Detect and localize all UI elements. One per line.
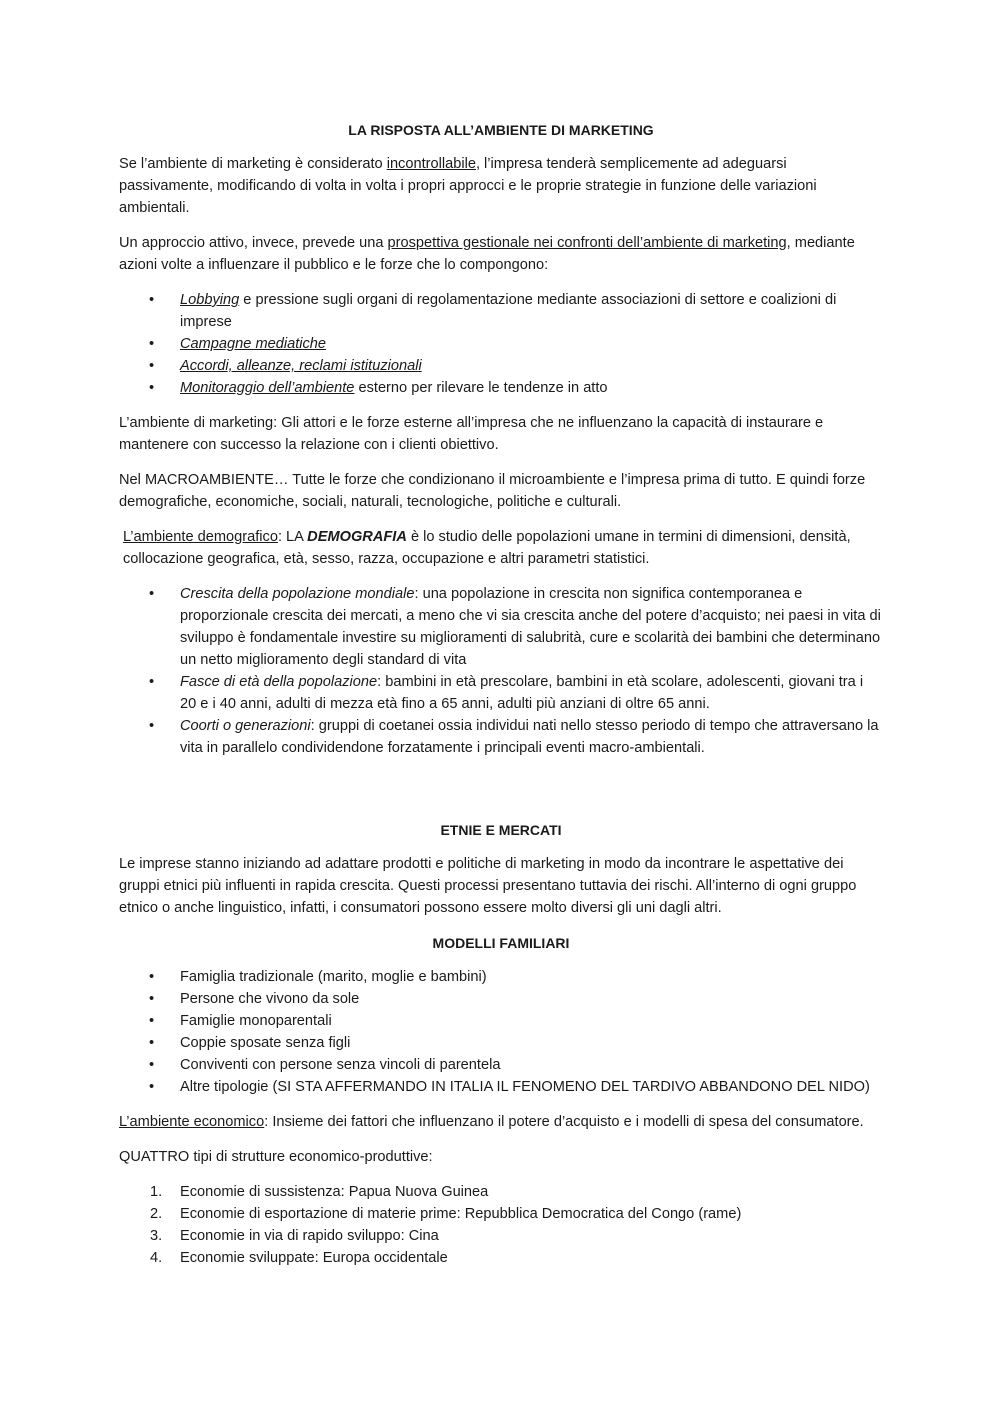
list-item — [119, 715, 883, 759]
text-run: Coppie sposate senza figli — [180, 1035, 351, 1051]
bullet-icon: • — [149, 1013, 155, 1029]
text-run: Famiglie monoparentali — [180, 1013, 332, 1029]
list-item — [119, 377, 883, 399]
list-item — [119, 1225, 883, 1247]
bullet-list-demografia — [119, 583, 883, 759]
heading-risposta-ambiente: LA RISPOSTA ALL’AMBIENTE DI MARKETING — [348, 122, 654, 138]
underlined-text: L’ambiente demografico — [123, 529, 278, 545]
text-run: esterno per rilevare le tendenze in atto — [354, 380, 608, 396]
heading-modelli-familiari: MODELLI FAMILIARI — [432, 935, 570, 951]
text-run: Persone che vivono da sole — [180, 991, 360, 1007]
list-item — [119, 333, 883, 355]
text-run: Economie di sussistenza: Papua Nuova Guinea — [180, 1184, 489, 1200]
text-run: è lo studio delle popolazioni umane in termini di dimensioni, densità, collocazione geografica, età, sesso, razza, occupazione e altri parametri statistici. — [123, 529, 851, 567]
paragraph-macroambiente: Nel MACROAMBIENTE… Tutte le forze che condizionano il microambiente e l’impresa prima di tutto. E quindi forze demografiche, economiche, sociali, naturali, tecnologiche, politiche e culturali. — [119, 472, 866, 510]
paragraph-approccio-attivo — [119, 232, 883, 276]
bullet-icon: • — [149, 718, 155, 734]
underlined-text: L’ambiente economico — [119, 1114, 265, 1130]
bullet-icon: • — [149, 380, 155, 396]
text-run: , l’impresa tenderà semplicemente ad adeguarsi passivamente, modificando di volta in volta i propri approcci e le proprie strategie in funzione delle variazioni ambientali. — [119, 156, 817, 216]
text-run: Se l’ambiente di marketing è considerato — [119, 156, 387, 172]
text-run: Economie di esportazione di materie prime: Repubblica Democratica del Congo (rame) — [180, 1206, 742, 1222]
paragraph-etnie: Le imprese stanno iniziando ad adattare prodotti e politiche di marketing in modo da incontrare le aspettative dei gruppi etnici più influenti in rapida crescita. Questi processi presentano tuttavia dei rischi. All’interno di ogni gruppo etnico o anche linguistico, infatti, i consumatori possono essere molto diversi gli uni dagli altri. — [119, 856, 857, 916]
list-item — [119, 1010, 883, 1032]
underlined-text: prospettiva gestionale nei confronti dell’ambiente di marketing — [387, 235, 787, 251]
text-run: , mediante azioni volte a influenzare il pubblico e le forze che lo compongono: — [119, 235, 855, 273]
text-run: : Insieme dei fattori che influenzano il potere d’acquisto e i modelli di spesa del consumatore. — [264, 1114, 864, 1130]
list-number: 3. — [150, 1228, 163, 1244]
bullet-icon: • — [149, 969, 155, 985]
document-body — [119, 119, 883, 1282]
text-run: Famiglia tradizionale (marito, moglie e bambini) — [180, 969, 487, 985]
bullet-icon: • — [149, 358, 155, 374]
italic-text: Fasce di età della popolazione — [180, 674, 378, 690]
bullet-icon: • — [149, 1079, 155, 1095]
text-run: : bambini in età prescolare, bambini in età scolare, adolescenti, giovani tra i 20 e i 40 anni, adulti di mezza età fino a 65 anni, adulti più anziani di oltre 65 anni. — [180, 674, 864, 712]
underlined-text: incontrollabile — [386, 156, 476, 172]
text-run: Un approccio attivo, invece, prevede una — [119, 235, 388, 251]
list-item — [119, 1054, 883, 1076]
bullet-icon: • — [149, 292, 155, 308]
text-run: e pressione sugli organi di regolamentazione mediante associazioni di settore e coalizioni di imprese — [180, 292, 837, 330]
bullet-icon: • — [149, 586, 155, 602]
bullet-icon: • — [149, 991, 155, 1007]
list-number: 1. — [150, 1184, 163, 1200]
italic-underlined-text: Accordi, alleanze, reclami istituzionali — [180, 358, 422, 374]
text-run: : una popolazione in crescita non significa contemporanea e proporzionale crescita dei mercati, a meno che vi sia crescita anche del potere d’acquisto; nei paesi in vita di sviluppo è fondamentale investire su miglioramenti di salubrità, cure e scolarità dei bambini che determinano un netto miglioramento degli standard di vita — [180, 586, 881, 668]
list-item — [119, 1076, 883, 1098]
list-item — [119, 966, 883, 988]
paragraph-ambiente-economico — [119, 1111, 883, 1133]
list-item — [119, 289, 883, 333]
list-item — [119, 1032, 883, 1054]
italic-underlined-text: Monitoraggio dell’ambiente — [180, 380, 355, 396]
list-item — [119, 583, 883, 671]
bullet-list-famiglie — [119, 966, 883, 1098]
list-item — [119, 988, 883, 1010]
italic-text: Crescita della popolazione mondiale — [180, 586, 415, 602]
italic-underlined-text: Campagne mediatiche — [180, 336, 327, 352]
text-run: Conviventi con persone senza vincoli di parentela — [180, 1057, 501, 1073]
italic-text: Coorti o generazioni — [180, 718, 311, 734]
text-run: : gruppi di coetanei ossia individui nati nello stesso periodo di tempo che attraversano la vita in parallelo condividendone forzatamente i principali eventi macro-ambientali. — [180, 718, 879, 756]
list-number: 4. — [150, 1250, 163, 1266]
list-item — [119, 1247, 883, 1269]
list-item — [119, 671, 883, 715]
list-item — [119, 355, 883, 377]
bullet-icon: • — [149, 674, 155, 690]
list-number: 2. — [150, 1206, 163, 1222]
bullet-icon: • — [149, 1035, 155, 1051]
list-item — [119, 1203, 883, 1225]
paragraph-quattro-tipi: QUATTRO tipi di strutture economico-produttive: — [119, 1149, 433, 1165]
heading-etnie-mercati: ETNIE E MERCATI — [440, 822, 562, 838]
paragraph-incontrollabile — [119, 153, 883, 219]
paragraph-ambiente-demografico — [119, 526, 883, 570]
numbered-list-economie — [119, 1181, 883, 1269]
paragraph-ambiente-marketing: L’ambiente di marketing: Gli attori e le forze esterne all’impresa che ne influenzano la capacità di instaurare e mantenere con successo la relazione con i clienti obiettivo. — [119, 415, 824, 453]
bullet-icon: • — [149, 336, 155, 352]
bullet-icon: • — [149, 1057, 155, 1073]
bold-italic-text: DEMOGRAFIA — [307, 529, 407, 545]
bullet-list-azioni — [119, 289, 883, 399]
text-run: Economie sviluppate: Europa occidentale — [180, 1250, 448, 1266]
list-item — [119, 1181, 883, 1203]
italic-underlined-text: Lobbying — [180, 292, 240, 308]
text-run: : LA — [277, 529, 308, 545]
text-run: Economie in via di rapido sviluppo: Cina — [180, 1228, 439, 1244]
text-run: Altre tipologie (SI STA AFFERMANDO IN ITALIA IL FENOMENO DEL TARDIVO ABBANDONO DEL NIDO) — [180, 1079, 870, 1095]
